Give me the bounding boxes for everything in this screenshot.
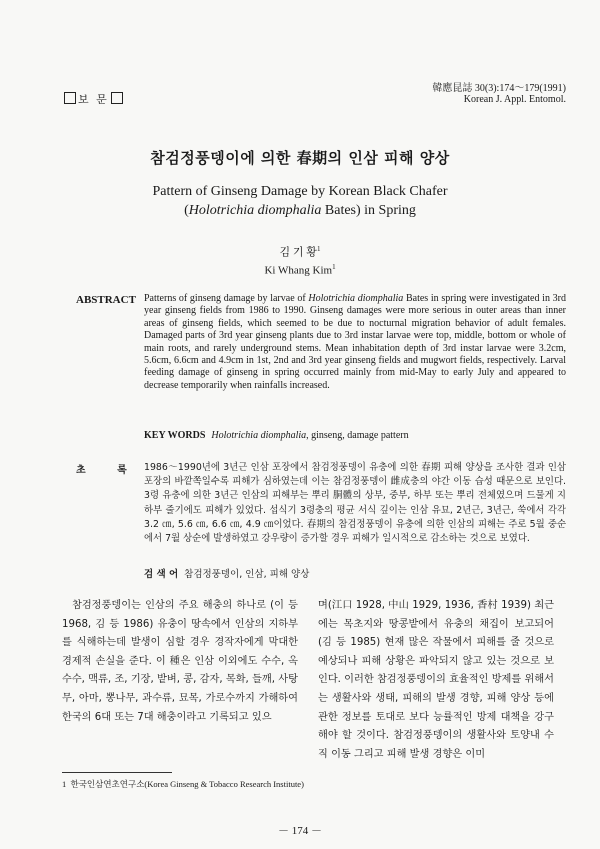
body-paragraph: 참검정풍뎅이는 인삼의 주요 해충의 하나로 (이 등 1968, 김 등 1986) 유충이 땅속에서 인삼의 지하부를 식해하는데 발생이 심할 경우 경작자에게 막대한 경제적 손실을 준다. 이 種은 인삼 이외에도 수수, 옥수수, 맥류, 조, 기장, 밭벼, 콩, 감자, 목화, 들깨, 사탕무, 아마, 뽕나무, 과수류, 묘목, 가로수까지 가해하여 한국의 6대 또는 7대 해충이라고 기록되고 있으 xyxy=(62,600,298,723)
author-affil-mark: 1 xyxy=(332,262,336,271)
korean-title: 참검정풍뎅이에 의한 春期의 인삼 피해 양상 xyxy=(150,149,450,167)
abstract-text: Patterns of ginseng damage by larvae of Holotrichia diomphalia Bates in spring were investigated in 3rd year ginseng fields from 1986 to 1990. Ginseng damages were more serious in outer areas than inner areas of ginseng fields, which seemed to be due to nocturnal migration behavior of adult females. Damaged parts of 3rd year ginseng plants due to 3rd instar larvae were top, middle, bottom or whole of main roots, and rarely underground stems. Mean inhabitation depth of 3rd instar larvae were 3.2cm, 5.6cm, 6.6cm and 4.9cm in 1st, 2nd and 3rd year ginseng fields and mugwort fields, respectively. Larval feeding damage of ginseng in spring occurred mainly from mid-May to early July and appeared to decrease temporarily when rainfalls increased. xyxy=(144,293,566,391)
korean-keywords-label: 검 색 어 xyxy=(144,569,179,580)
author-affil-mark: 1 xyxy=(316,245,321,253)
english-title xyxy=(0,182,600,220)
author-english xyxy=(0,260,600,278)
korean-abstract-label: 초 록 xyxy=(76,465,141,476)
author-korean-name: 김 기 황 xyxy=(279,246,317,259)
english-title-line1: Pattern of Ginseng Damage by Korean Black Chafer xyxy=(152,184,448,199)
checkbox-icon xyxy=(64,92,76,104)
korean-abstract-text: 1986～1990년에 3년근 인삼 포장에서 참검정풍뎅이 유충에 의한 春期 피해 양상을 조사한 결과 인삼포장의 바깥쪽일수록 피해가 심하였는데 이는 참검정풍뎅이 雌成충의 야간 이동 습성 때문으로 보인다. 3령 유충에 의한 3년근 인삼의 피해부는 뿌리 胴體의 상부, 중부, 하부 또는 뿌리 전체였으며 드물게 지하부 줄기에도 피해가 있었다. 섭식기 3령충의 평균 서식 깊이는 인삼 유묘, 2년근, 3년근, 쑥에서 각각 3.2 ㎝, 5.6 ㎝, 6.6 ㎝, 4.9 ㎝이었다. 春期의 참검정풍뎅이 유충에 의한 인삼의 피해는 주로 5월 중순에서 7월 상순에 발생하였고 강우량이 증가할 경우 피해가 일시적으로 감소하는 것으로 보였다. xyxy=(144,462,566,545)
keywords-text: Holotrichia diomphalia, ginseng, damage pattern xyxy=(211,430,409,441)
footnote-mark: 1 xyxy=(62,779,67,789)
document-type-label xyxy=(62,91,125,107)
journal-volume: 韓應昆誌 30(3):174～179(1991) xyxy=(432,83,566,94)
author-block xyxy=(0,242,600,277)
body-right-column xyxy=(318,597,554,764)
keywords-label: KEY WORDS xyxy=(144,430,206,441)
korean-keywords-line xyxy=(144,566,309,580)
author-english-name: Ki Whang Kim xyxy=(264,264,333,277)
korean-keywords-text: 참검정풍뎅이, 인삼, 피해 양상 xyxy=(184,569,310,580)
doc-type-text: 보 문 xyxy=(78,93,109,106)
body-paragraph: 며(江口 1928, 中山 1929, 1936, 香村 1939) 최근에는 목초지와 땅콩밭에서 유충의 채집이 보고되어(김 등 1985) 현재 많은 작물에서 피해를 줄 것으로 예상되나 피해 상황은 파악되지 않고 있는 것으로 보인다. 이러한 참검정풍뎅이의 효율적인 방제를 위해서는 생활사와 생태, 피해의 발생 경향, 피해 양상 등에 관한 정보를 토대로 보다 능률적인 방제 대책을 강구해야 할 것이다. 참검정풍뎅이의 생활사와 토양내 수직 이동 그리고 피해 발생 경향은 이미 xyxy=(318,600,554,760)
footnote-divider xyxy=(62,772,172,773)
page-number: － 174 － xyxy=(278,825,322,837)
english-title-line2: (Holotrichia diomphalia Bates) in Spring xyxy=(184,203,416,218)
author-korean xyxy=(0,242,600,260)
journal-name: Korean J. Appl. Entomol. xyxy=(463,94,566,105)
body-left-column xyxy=(62,597,298,727)
keywords-line xyxy=(144,430,409,441)
footnote xyxy=(62,779,312,790)
journal-citation xyxy=(432,83,566,105)
checkbox-icon xyxy=(111,92,123,104)
abstract-label: ABSTRACT xyxy=(76,294,136,306)
footnote-text: 한국인삼연초연구소(Korea Ginseng & Tobacco Research Institute) xyxy=(70,779,304,789)
